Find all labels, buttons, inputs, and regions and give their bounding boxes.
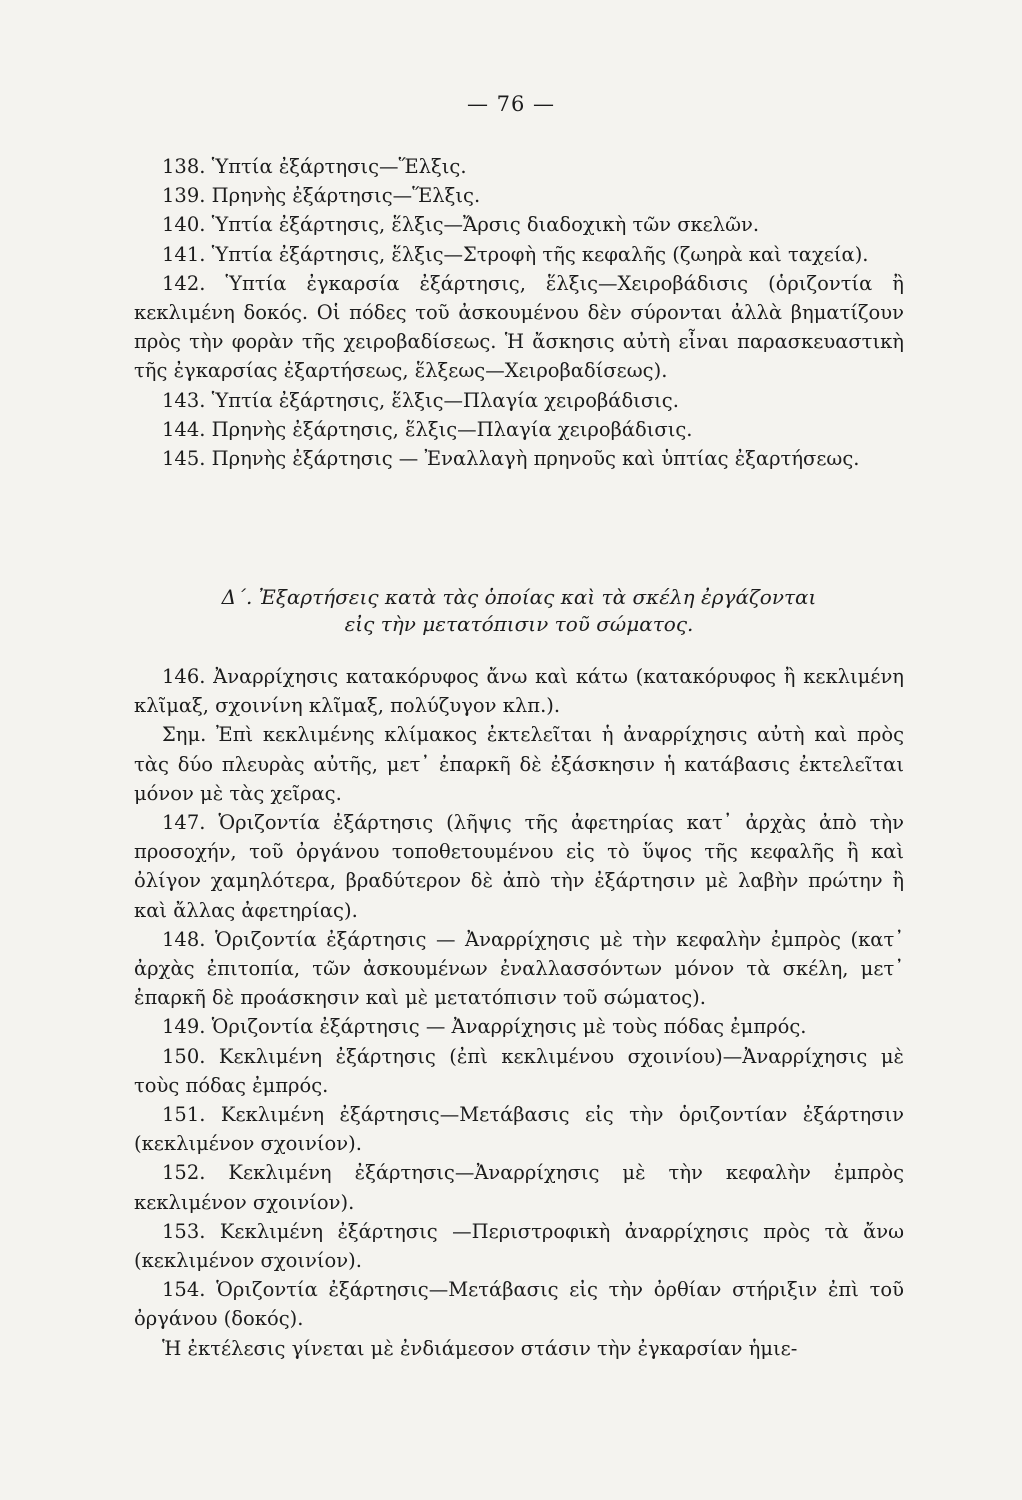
exercise-entry: 143. Ὑπτία ἐξάρτησις, ἕλξις—Πλαγία χειροβάδισις.: [162, 388, 679, 412]
section-heading-line2: εἰς τὴν μετατόπισιν τοῦ σώματος.: [344, 612, 694, 636]
exercise-list-part2: [134, 662, 904, 1363]
page-number: — 76 —: [466, 92, 556, 116]
exercise-entry: 151. Κεκλιμένη ἐξάρτησις—Μετάβασις εἰς τὴν ὁριζοντίαν ἐξάρτησιν (κεκλιμένον σχοινίον).: [134, 1103, 904, 1156]
exercise-entry: 150. Κεκλιμένη ἐξάρτησις (ἐπὶ κεκλιμένου σχοινίου)—Ἀναρρίχησις μὲ τοὺς πόδας ἐμπρός.: [134, 1044, 904, 1097]
exercise-entry: 154. Ὁριζοντία ἐξάρτησις—Μετάβασις εἰς τὴν ὀρθίαν στήριξιν ἐπὶ τοῦ ὀργάνου (δοκός).: [134, 1278, 904, 1331]
exercise-entry: 153. Κεκλιμένη ἐξάρτησις —Περιστροφικὴ ἀναρρίχησις πρὸς τὰ ἄνω (κεκλιμένον σχοινίον).: [134, 1219, 904, 1273]
exercise-entry: 146. Ἀναρρίχησις κατακόρυφος ἄνω καὶ κάτω (κατακόρυφος ἢ κεκλιμένη κλῖμαξ, σχοινίνη κλῖμαξ, πολύζυγον κλπ.).: [134, 665, 904, 718]
exercise-list-part1: [134, 152, 904, 473]
exercise-entry: 149. Ὁριζοντία ἐξάρτησις — Ἀναρρίχησις μὲ τοὺς πόδας ἐμπρός.: [162, 1015, 807, 1039]
exercise-entry: 152. Κεκλιμένη ἐξάρτησις—Ἀναρρίχησις μὲ τὴν κεφαλὴν ἐμπρὸς κεκλιμένον σχοινίον).: [134, 1161, 904, 1214]
exercise-note: Ἡ ἐκτέλεσις γίνεται μὲ ἐνδιάμεσον στάσιν τὴν ἐγκαρσίαν ἡμιε-: [162, 1336, 798, 1360]
exercise-entry: 138. Ὑπτία ἐξάρτησις—Ἕλξις.: [162, 155, 467, 178]
section-heading: [134, 584, 904, 638]
section-heading-line1: Δ΄. Ἐξαρτήσεις κατὰ τὰς ὁποίας καὶ τὰ σκέλη ἐργάζονται: [221, 585, 817, 609]
exercise-entry: 140. Ὑπτία ἐξάρτησις, ἕλξις—Ἄρσις διαδοχικὴ τῶν σκελῶν.: [162, 213, 760, 237]
exercise-entry: 145. Πρηνὴς ἐξάρτησις — Ἐναλλαγὴ πρηνοῦς καὶ ὑπτίας ἐξαρτήσεως.: [162, 447, 860, 471]
exercise-entry: 142. Ὑπτία ἐγκαρσία ἐξάρτησις, ἕλξις—Χειροβάδισις (ὁριζοντία ἢ κεκλιμένη δοκός. Οἱ πόδες τοῦ ἀσκουμένου δὲν σύρονται ἀλλὰ βηματίζουν πρὸς τὴν φορὰν τῆς χειροβαδίσεως. Ἡ ἄσκησις αὐτὴ εἶναι παρασκευαστικὴ τῆς ἐγκαρσίας ἐξαρτήσεως, ἕλξεως—Χειροβαδίσεως).: [134, 271, 904, 383]
exercise-entry: 144. Πρηνὴς ἐξάρτησις, ἕλξις—Πλαγία χειροβάδισις.: [162, 417, 693, 441]
exercise-entry: 141. Ὑπτία ἐξάρτησις, ἕλξις—Στροφὴ τῆς κεφαλῆς (ζωηρὰ καὶ ταχεία).: [162, 242, 869, 266]
exercise-entry: 139. Πρηνὴς ἐξάρτησις—Ἕλξις.: [162, 184, 481, 208]
exercise-entry: 147. Ὁριζοντία ἐξάρτησις (λῆψις τῆς ἀφετηρίας κατ᾽ ἀρχὰς ἀπὸ τὴν προσοχήν, τοῦ ὀργάνου τοποθετουμένου εἰς τὸ ὕψος τῆς κεφαλῆς ἢ καὶ ὀλίγον χαμηλότερα, βραδύτερον δὲ ἀπὸ τὴν ἐξάρτησιν μὲ λαβὴν πρώτην ἢ καὶ ἄλλας ἀφετηρίας).: [134, 811, 904, 922]
exercise-note: Σημ. Ἐπὶ κεκλιμένης κλίμακος ἐκτελεῖται ἡ ἀναρρίχησις αὐτὴ καὶ πρὸς τὰς δύο πλευρὰς αὐτῆς, μετ᾽ ἐπαρκῆ δὲ ἐξάσκησιν ἡ κατάβασις ἐκτελεῖται μόνον μὲ τὰς χεῖρας.: [134, 723, 904, 805]
exercise-entry: 148. Ὁριζοντία ἐξάρτησις — Ἀναρρίχησις μὲ τὴν κεφαλὴν ἐμπρὸς (κατ᾽ ἀρχὰς ἐπιτοπία, τῶν ἀσκουμένων ἐναλλασσόντων μόνον τὰ σκέλη, μετ᾽ ἐπαρκῆ δὲ πρoάσκησιν καὶ μὲ μετατόπισιν τοῦ σώματος).: [134, 927, 904, 1010]
